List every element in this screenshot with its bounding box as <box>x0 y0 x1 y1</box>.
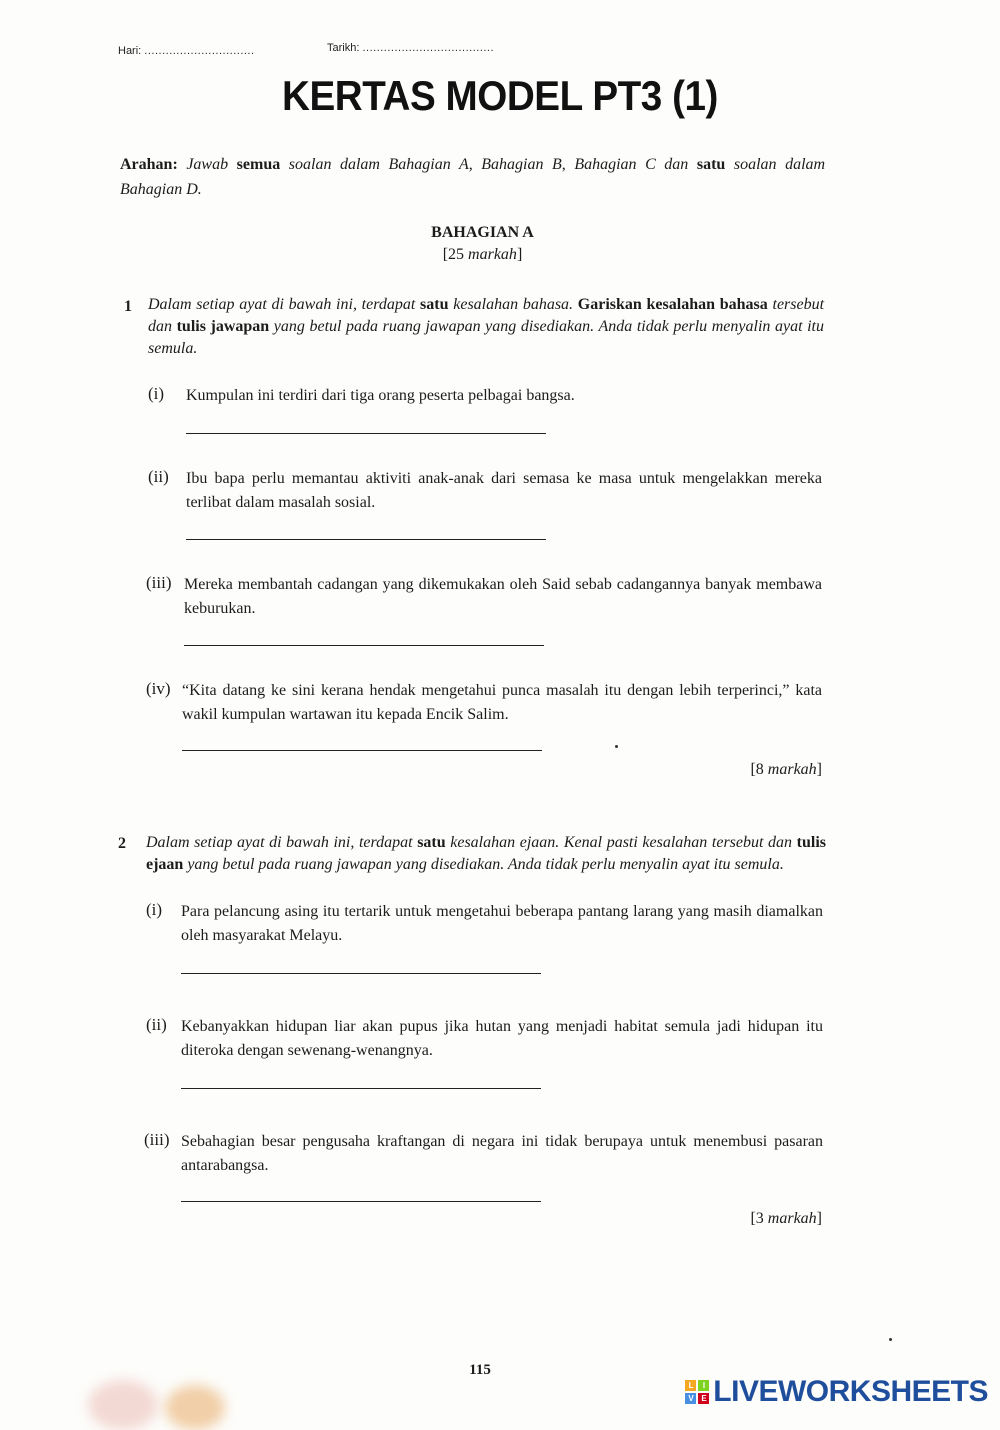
section-marks-close: ] <box>516 246 523 263</box>
answer-line[interactable] <box>186 539 546 540</box>
q2-marks-close: ] <box>816 1210 822 1227</box>
liveworksheets-logo-icon <box>685 1380 709 1404</box>
answer-line[interactable] <box>181 973 541 974</box>
section-marks-word: markah <box>468 246 517 263</box>
page-number: 115 <box>469 1362 491 1378</box>
answer-line[interactable] <box>184 645 544 646</box>
q1-text-2: kesalahan bahasa. <box>453 296 574 313</box>
q2-bold-1: satu <box>417 834 446 851</box>
section-heading: BAHAGIAN A <box>431 224 534 241</box>
instructions <box>120 152 825 202</box>
tarikh-field <box>327 42 494 54</box>
section-marks <box>0 246 965 264</box>
q1-bold-1: satu <box>420 296 449 313</box>
q1-bold-3: tulis jawapan <box>176 318 270 335</box>
instructions-bold-2: satu <box>696 156 726 173</box>
tarikh-label: Tarikh: <box>327 42 360 54</box>
finger-artifact <box>165 1385 225 1430</box>
hari-dots: ............................... <box>144 45 255 57</box>
q2-item-text: Para pelancung asing itu tertarik untuk mengetahui beberapa pantang larang yang masih diamalkan oleh masyarakat Melayu. <box>181 903 823 944</box>
logo-letter: E <box>698 1393 709 1404</box>
q1-text-1: Dalam setiap ayat di bawah ini, terdapat <box>148 296 416 313</box>
q1-marks-close: ] <box>816 761 822 778</box>
instructions-text-2: soalan dalam Bahagian A, Bahagian B, Bahagian C dan <box>288 156 689 173</box>
q1-item-label: (iv) <box>146 679 171 698</box>
q2-marks-open: [3 <box>750 1210 764 1227</box>
question-1-number: 1 <box>124 298 132 315</box>
q1-bold-2: Gariskan kesalahan bahasa <box>577 296 768 313</box>
hari-field <box>118 45 255 57</box>
question-2-instruction <box>146 832 826 876</box>
q1-item-text: Ibu bapa perlu memantau aktiviti anak-anak dari semasa ke masa untuk mengelakkan mereka terlibat dalam masalah sosial. <box>186 470 822 511</box>
question-1-marks <box>750 761 822 779</box>
page-title: KERTAS MODEL PT3 (1) <box>282 72 718 119</box>
instructions-text-1: Jawab <box>186 156 229 173</box>
answer-line[interactable] <box>182 750 542 751</box>
tarikh-dots: ..................................... <box>362 42 495 54</box>
speck <box>615 745 618 748</box>
q1-item-text: “Kita datang ke sini kerana hendak mengetahui punca masalah itu dengan lebih terperinci,” kata wakil kumpulan wartawan itu kepada Encik Salim. <box>182 682 822 723</box>
q1-item-text: Kumpulan ini terdiri dari tiga orang peserta pelbagai bangsa. <box>186 387 575 404</box>
liveworksheets-text: LIVEWORKSHEETS <box>713 1375 988 1408</box>
logo-letter: L <box>685 1380 696 1391</box>
q2-item-label: (i) <box>146 900 163 919</box>
section-marks-open: [25 <box>442 246 465 263</box>
q1-item-label: (iii) <box>146 573 172 592</box>
q2-text-1: Dalam setiap ayat di bawah ini, terdapat <box>146 834 413 851</box>
q2-bold-2: tulis ejaan <box>146 834 827 873</box>
speck <box>889 1338 892 1341</box>
q1-text-4: yang betul pada ruang jawapan yang disediakan. Anda tidak perlu menyalin ayat itu semula. <box>148 318 825 357</box>
q1-marks-word: markah <box>767 761 817 778</box>
q1-item-label: (ii) <box>148 467 169 486</box>
question-1-instruction <box>148 294 824 360</box>
instructions-label: Arahan: <box>120 156 178 173</box>
q2-marks-word: markah <box>767 1210 817 1227</box>
liveworksheets-watermark[interactable] <box>685 1375 988 1409</box>
q1-item-label: (i) <box>148 384 165 403</box>
logo-letter: V <box>685 1393 696 1404</box>
logo-letter: I <box>698 1380 709 1391</box>
q2-text-2: kesalahan ejaan. Kenal pasti kesalahan tersebut dan <box>450 834 793 851</box>
instructions-bold-1: semua <box>236 156 281 173</box>
instructions-text-3: soalan dalam Bahagian D. <box>120 156 826 198</box>
q1-marks-open: [8 <box>750 761 764 778</box>
hari-label: Hari: <box>118 45 142 57</box>
q2-item-text: Sebahagian besar pengusaha kraftangan di negara ini tidak berupaya untuk menembusi pasaran antarabangsa. <box>181 1133 823 1174</box>
question-2-marks <box>750 1210 822 1228</box>
q2-text-3: yang betul pada ruang jawapan yang disediakan. Anda tidak perlu menyalin ayat itu semula. <box>187 856 784 873</box>
finger-artifact <box>88 1380 158 1430</box>
q1-item-text: Mereka membantah cadangan yang dikemukakan oleh Said sebab cadangannya banyak membawa keburukan. <box>184 576 822 617</box>
answer-line[interactable] <box>181 1201 541 1202</box>
answer-line[interactable] <box>181 1088 541 1089</box>
question-2-number: 2 <box>118 835 126 852</box>
q2-item-label: (ii) <box>146 1015 167 1034</box>
q2-item-label: (iii) <box>144 1130 170 1149</box>
answer-line[interactable] <box>186 433 546 434</box>
q2-item-text: Kebanyakkan hidupan liar akan pupus jika hutan yang menjadi habitat semula jadi hidupan itu diteroka dengan sewenang-wenangnya. <box>181 1018 823 1059</box>
q1-text-3: tersebut dan <box>148 296 825 335</box>
